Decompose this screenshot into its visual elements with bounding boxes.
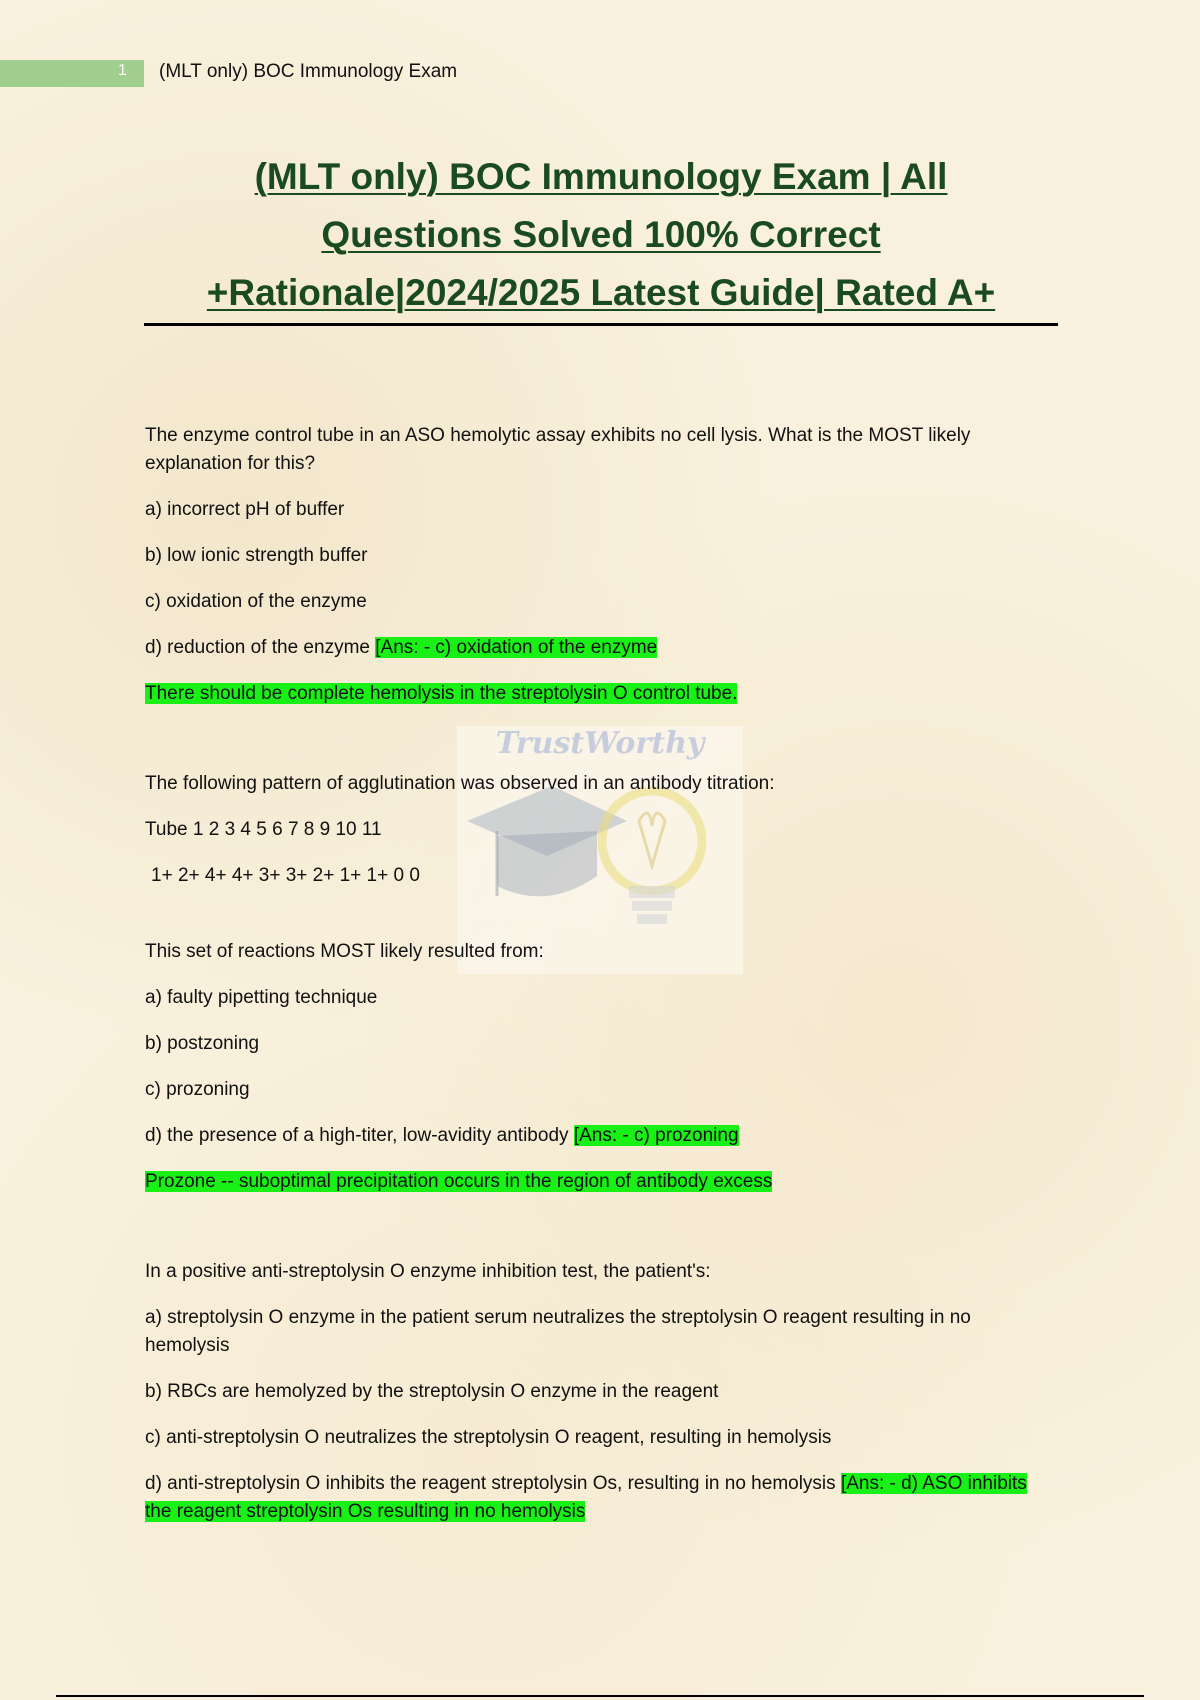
- question-block: [145, 770, 1045, 1196]
- question-block: [145, 1258, 1045, 1526]
- titration-tube-row: Tube 1 2 3 4 5 6 7 8 9 10 11: [145, 819, 382, 840]
- answer-option: b) postzoning: [145, 1033, 260, 1054]
- answer-key: [Ans: - c) oxidation of the enzyme: [375, 637, 658, 658]
- answer-option: c) anti-streptolysin O neutralizes the streptolysin O reagent, resulting in hemolysis: [145, 1427, 832, 1448]
- spacer: [145, 726, 1045, 770]
- answer-option: d) the presence of a high-titer, low-avidity antibody: [145, 1125, 574, 1146]
- spacer: [145, 1214, 1045, 1258]
- question-stem-continued: This set of reactions MOST likely resulted from:: [145, 941, 544, 962]
- answer-option: c) prozoning: [145, 1079, 250, 1100]
- answer-option: a) streptolysin O enzyme in the patient serum neutralizes the streptolysin O reagent resulting in no hemolysis: [145, 1307, 971, 1356]
- document-body: [145, 422, 1045, 1544]
- rationale-line: [145, 1168, 1045, 1196]
- footer-rule: [56, 1695, 1144, 1697]
- answer-option-with-key: [145, 634, 1045, 662]
- spacer: [145, 908, 1045, 938]
- title-line-2: Questions Solved 100% Correct: [321, 214, 881, 255]
- watermark-text: TrustWorthy: [495, 726, 705, 761]
- question-stem: The following pattern of agglutination was observed in an antibody titration:: [145, 773, 775, 794]
- question-stem: In a positive anti-streptolysin O enzyme inhibition test, the patient's:: [145, 1261, 711, 1282]
- running-header-title: (MLT only) BOC Immunology Exam: [159, 61, 458, 82]
- title-underline-rule: [144, 323, 1058, 326]
- answer-option: b) RBCs are hemolyzed by the streptolysin O enzyme in the reagent: [145, 1381, 719, 1402]
- answer-option: d) anti-streptolysin O inhibits the reagent streptolysin Os, resulting in no hemolysis: [145, 1473, 841, 1494]
- answer-option: c) oxidation of the enzyme: [145, 591, 367, 612]
- answer-option-with-key: [145, 1122, 1045, 1150]
- answer-key: [Ans: - d) ASO inhibits the reagent streptolysin Os resulting in no hemolysis: [145, 1473, 1027, 1522]
- page-number: 1: [118, 62, 127, 79]
- answer-option: a) incorrect pH of buffer: [145, 499, 345, 520]
- titration-reaction-row: 1+ 2+ 4+ 4+ 3+ 3+ 2+ 1+ 1+ 0 0: [151, 865, 420, 886]
- title-line-1: (MLT only) BOC Immunology Exam | All: [254, 156, 948, 197]
- answer-option: d) reduction of the enzyme: [145, 637, 376, 658]
- question-block: [145, 422, 1045, 708]
- rationale-line: [145, 680, 1045, 708]
- title-line-3: +Rationale|2024/2025 Latest Guide| Rated A+: [206, 272, 996, 313]
- answer-option: b) low ionic strength buffer: [145, 545, 368, 566]
- question-stem: The enzyme control tube in an ASO hemolytic assay exhibits no cell lysis. What is the MOST likely explanation for this?: [145, 425, 971, 474]
- answer-key: [Ans: - c) prozoning: [573, 1125, 739, 1146]
- answer-option: a) faulty pipetting technique: [145, 987, 378, 1008]
- rationale: There should be complete hemolysis in the streptolysin O control tube.: [145, 683, 738, 704]
- rationale: Prozone -- suboptimal precipitation occurs in the region of antibody excess: [145, 1171, 773, 1192]
- document-title: [144, 148, 1058, 322]
- answer-option-with-key: [145, 1470, 1045, 1526]
